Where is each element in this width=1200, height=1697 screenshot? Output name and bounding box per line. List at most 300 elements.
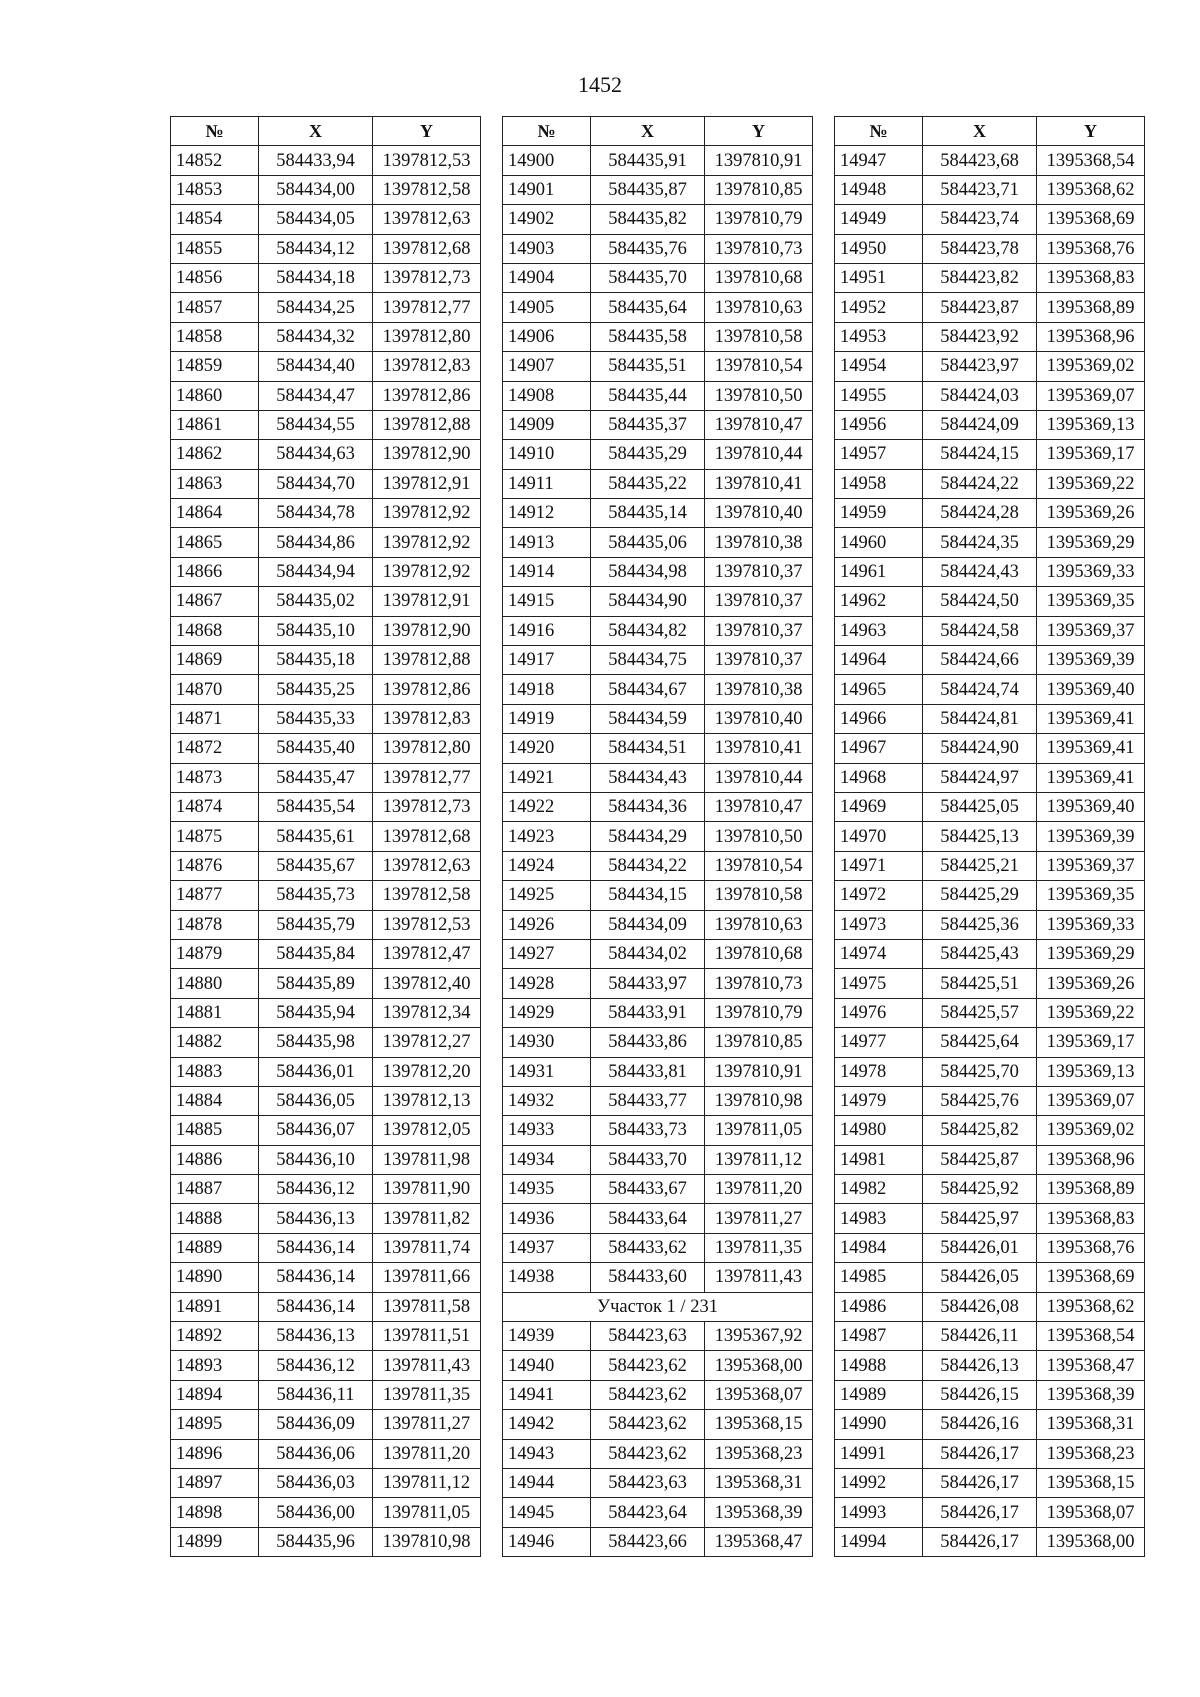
table-row [171,410,481,439]
y-coordinate: 1395368,54 [1037,1322,1145,1351]
x-coordinate: 584436,14 [259,1233,373,1262]
point-number: 14871 [171,704,259,733]
x-coordinate: 584433,94 [259,146,373,175]
point-number: 14875 [171,822,259,851]
y-coordinate: 1395368,23 [1037,1439,1145,1468]
y-coordinate: 1395368,89 [1037,1175,1145,1204]
y-coordinate: 1395368,15 [705,1410,813,1439]
y-coordinate: 1395368,39 [705,1498,813,1527]
y-coordinate: 1395369,26 [1037,969,1145,998]
point-number: 14922 [503,792,591,821]
point-number: 14925 [503,881,591,910]
x-coordinate: 584435,82 [591,205,705,234]
point-number: 14880 [171,969,259,998]
table-row [171,1292,481,1321]
point-number: 14864 [171,499,259,528]
table-row [835,1498,1145,1527]
x-coordinate: 584435,79 [259,910,373,939]
x-coordinate: 584435,37 [591,410,705,439]
y-coordinate: 1397812,73 [373,263,481,292]
point-number: 14991 [835,1439,923,1468]
table-row [171,1527,481,1556]
section-row [503,1292,813,1321]
point-number: 14943 [503,1439,591,1468]
y-coordinate: 1395369,02 [1037,1116,1145,1145]
y-coordinate: 1397810,68 [705,939,813,968]
point-number: 14924 [503,851,591,880]
point-number: 14899 [171,1527,259,1556]
x-coordinate: 584434,22 [591,851,705,880]
x-coordinate: 584425,87 [923,1145,1037,1174]
x-coordinate: 584425,70 [923,1057,1037,1086]
x-coordinate: 584433,77 [591,1086,705,1115]
y-coordinate: 1397810,54 [705,851,813,880]
point-number: 14903 [503,234,591,263]
x-coordinate: 584435,87 [591,175,705,204]
table-row [503,469,813,498]
table-row [171,822,481,851]
table-row [171,939,481,968]
x-coordinate: 584436,11 [259,1380,373,1409]
header-number: № [503,117,591,146]
table-row [171,881,481,910]
y-coordinate: 1397811,58 [373,1292,481,1321]
y-coordinate: 1397810,37 [705,646,813,675]
table-row [835,939,1145,968]
y-coordinate: 1395369,17 [1037,440,1145,469]
y-coordinate: 1397812,92 [373,557,481,586]
point-number: 14862 [171,440,259,469]
x-coordinate: 584425,51 [923,969,1037,998]
y-coordinate: 1397811,05 [705,1116,813,1145]
x-coordinate: 584433,60 [591,1263,705,1292]
point-number: 14881 [171,998,259,1027]
table-row [171,205,481,234]
y-coordinate: 1395369,39 [1037,646,1145,675]
table-row [503,881,813,910]
table-row [835,998,1145,1027]
point-number: 14983 [835,1204,923,1233]
y-coordinate: 1397810,54 [705,352,813,381]
y-coordinate: 1397812,88 [373,410,481,439]
x-coordinate: 584425,82 [923,1116,1037,1145]
header-x: X [259,117,373,146]
x-coordinate: 584434,29 [591,822,705,851]
y-coordinate: 1395369,26 [1037,499,1145,528]
y-coordinate: 1397812,83 [373,352,481,381]
x-coordinate: 584426,11 [923,1322,1037,1351]
table-row [835,1057,1145,1086]
point-number: 14978 [835,1057,923,1086]
table-row [171,322,481,351]
table-row [835,322,1145,351]
y-coordinate: 1397812,63 [373,851,481,880]
y-coordinate: 1397810,73 [705,969,813,998]
x-coordinate: 584435,91 [591,146,705,175]
y-coordinate: 1397812,68 [373,822,481,851]
point-number: 14929 [503,998,591,1027]
point-number: 14939 [503,1322,591,1351]
table-row [503,1175,813,1204]
point-number: 14867 [171,587,259,616]
point-number: 14947 [835,146,923,175]
point-number: 14953 [835,322,923,351]
y-coordinate: 1397811,35 [705,1233,813,1262]
point-number: 14971 [835,851,923,880]
y-coordinate: 1397810,38 [705,675,813,704]
point-number: 14893 [171,1351,259,1380]
y-coordinate: 1397810,44 [705,440,813,469]
point-number: 14973 [835,910,923,939]
point-number: 14938 [503,1263,591,1292]
point-number: 14968 [835,763,923,792]
y-coordinate: 1397810,47 [705,792,813,821]
point-number: 14900 [503,146,591,175]
table-row [171,469,481,498]
point-number: 14956 [835,410,923,439]
x-coordinate: 584426,17 [923,1439,1037,1468]
table-row [171,587,481,616]
point-number: 14905 [503,293,591,322]
section-label: Участок 1 / 231 [503,1292,813,1321]
x-coordinate: 584435,64 [591,293,705,322]
point-number: 14942 [503,1410,591,1439]
y-coordinate: 1397812,63 [373,205,481,234]
table-row [835,440,1145,469]
y-coordinate: 1395368,07 [705,1380,813,1409]
x-coordinate: 584434,43 [591,763,705,792]
x-coordinate: 584435,25 [259,675,373,704]
point-number: 14895 [171,1410,259,1439]
point-number: 14912 [503,499,591,528]
y-coordinate: 1397810,50 [705,381,813,410]
x-coordinate: 584433,64 [591,1204,705,1233]
table-row [171,1233,481,1262]
point-number: 14913 [503,528,591,557]
x-coordinate: 584435,94 [259,998,373,1027]
x-coordinate: 584436,14 [259,1292,373,1321]
point-number: 14962 [835,587,923,616]
y-coordinate: 1397811,74 [373,1233,481,1262]
x-coordinate: 584424,90 [923,734,1037,763]
y-coordinate: 1397812,34 [373,998,481,1027]
table-row [503,616,813,645]
x-coordinate: 584434,02 [591,939,705,968]
table-row [171,1322,481,1351]
point-number: 14928 [503,969,591,998]
x-coordinate: 584436,12 [259,1351,373,1380]
y-coordinate: 1395369,35 [1037,881,1145,910]
y-coordinate: 1397812,13 [373,1086,481,1115]
header-number: № [171,117,259,146]
table-row [171,1175,481,1204]
point-number: 14892 [171,1322,259,1351]
table-row [171,1439,481,1468]
point-number: 14878 [171,910,259,939]
x-coordinate: 584434,09 [591,910,705,939]
y-coordinate: 1395369,22 [1037,469,1145,498]
y-coordinate: 1395368,69 [1037,205,1145,234]
x-coordinate: 584435,18 [259,646,373,675]
y-coordinate: 1397810,58 [705,881,813,910]
y-coordinate: 1397811,12 [705,1145,813,1174]
point-number: 14869 [171,646,259,675]
table-row [503,1086,813,1115]
x-coordinate: 584425,57 [923,998,1037,1027]
point-number: 14888 [171,1204,259,1233]
coordinate-table-2 [502,116,813,1557]
table-row [503,1028,813,1057]
point-number: 14988 [835,1351,923,1380]
header-y: Y [705,117,813,146]
table-row [835,1145,1145,1174]
x-coordinate: 584433,67 [591,1175,705,1204]
y-coordinate: 1397812,83 [373,704,481,733]
table-row [171,234,481,263]
x-coordinate: 584436,14 [259,1263,373,1292]
x-coordinate: 584423,78 [923,234,1037,263]
table-row [835,1175,1145,1204]
table-row [171,557,481,586]
table-row [503,1380,813,1409]
x-coordinate: 584425,97 [923,1204,1037,1233]
y-coordinate: 1397812,92 [373,499,481,528]
x-coordinate: 584434,00 [259,175,373,204]
y-coordinate: 1395368,62 [1037,1292,1145,1321]
point-number: 14896 [171,1439,259,1468]
x-coordinate: 584424,74 [923,675,1037,704]
y-coordinate: 1397812,92 [373,528,481,557]
x-coordinate: 584436,09 [259,1410,373,1439]
x-coordinate: 584435,02 [259,587,373,616]
y-coordinate: 1395369,39 [1037,822,1145,851]
point-number: 14980 [835,1116,923,1145]
x-coordinate: 584423,87 [923,293,1037,322]
point-number: 14857 [171,293,259,322]
y-coordinate: 1395369,29 [1037,528,1145,557]
table-row [503,557,813,586]
table-row [835,352,1145,381]
point-number: 14985 [835,1263,923,1292]
table-row [171,293,481,322]
point-number: 14915 [503,587,591,616]
x-coordinate: 584426,17 [923,1498,1037,1527]
table-row [835,146,1145,175]
point-number: 14944 [503,1468,591,1497]
y-coordinate: 1397810,73 [705,234,813,263]
y-coordinate: 1397811,43 [373,1351,481,1380]
y-coordinate: 1397810,58 [705,322,813,351]
y-coordinate: 1397812,88 [373,646,481,675]
y-coordinate: 1395369,40 [1037,675,1145,704]
y-coordinate: 1395369,13 [1037,1057,1145,1086]
y-coordinate: 1397810,41 [705,469,813,498]
y-coordinate: 1397810,50 [705,822,813,851]
table-row [503,587,813,616]
y-coordinate: 1397810,98 [373,1527,481,1556]
y-coordinate: 1395368,76 [1037,1233,1145,1262]
x-coordinate: 584434,40 [259,352,373,381]
point-number: 14955 [835,381,923,410]
y-coordinate: 1395368,07 [1037,1498,1145,1527]
header-number: № [835,117,923,146]
x-coordinate: 584424,81 [923,704,1037,733]
x-coordinate: 584433,73 [591,1116,705,1145]
table-row [503,234,813,263]
y-coordinate: 1397810,91 [705,1057,813,1086]
x-coordinate: 584423,62 [591,1439,705,1468]
table-row [503,1057,813,1086]
point-number: 14972 [835,881,923,910]
x-coordinate: 584424,03 [923,381,1037,410]
y-coordinate: 1395368,47 [1037,1351,1145,1380]
table-row [503,910,813,939]
table-row [835,704,1145,733]
table-row [835,175,1145,204]
y-coordinate: 1397812,80 [373,322,481,351]
point-number: 14855 [171,234,259,263]
table-row [835,851,1145,880]
x-coordinate: 584425,29 [923,881,1037,910]
table-row [171,1351,481,1380]
table-row [835,410,1145,439]
table-row [503,322,813,351]
x-coordinate: 584435,73 [259,881,373,910]
point-number: 14964 [835,646,923,675]
y-coordinate: 1397812,91 [373,469,481,498]
y-coordinate: 1397811,12 [373,1468,481,1497]
point-number: 14981 [835,1145,923,1174]
x-coordinate: 584435,61 [259,822,373,851]
point-number: 14859 [171,352,259,381]
point-number: 14967 [835,734,923,763]
point-number: 14879 [171,939,259,968]
point-number: 14886 [171,1145,259,1174]
point-number: 14911 [503,469,591,498]
table-row [171,910,481,939]
x-coordinate: 584434,78 [259,499,373,528]
point-number: 14933 [503,1116,591,1145]
y-coordinate: 1397810,37 [705,616,813,645]
y-coordinate: 1395369,22 [1037,998,1145,1027]
y-coordinate: 1397812,77 [373,763,481,792]
table-row [835,528,1145,557]
x-coordinate: 584424,66 [923,646,1037,675]
point-number: 14941 [503,1380,591,1409]
x-coordinate: 584434,51 [591,734,705,763]
point-number: 14949 [835,205,923,234]
point-number: 14914 [503,557,591,586]
table-row [171,998,481,1027]
table-row [835,469,1145,498]
x-coordinate: 584423,74 [923,205,1037,234]
point-number: 14975 [835,969,923,998]
x-coordinate: 584435,10 [259,616,373,645]
point-number: 14984 [835,1233,923,1262]
point-number: 14923 [503,822,591,851]
point-number: 14954 [835,352,923,381]
y-coordinate: 1397810,47 [705,410,813,439]
x-coordinate: 584434,75 [591,646,705,675]
point-number: 14897 [171,1468,259,1497]
table-row [503,146,813,175]
y-coordinate: 1395368,89 [1037,293,1145,322]
point-number: 14965 [835,675,923,704]
point-number: 14852 [171,146,259,175]
y-coordinate: 1397811,90 [373,1175,481,1204]
point-number: 14935 [503,1175,591,1204]
point-number: 14882 [171,1028,259,1057]
table-row [503,440,813,469]
y-coordinate: 1397812,53 [373,910,481,939]
x-coordinate: 584435,44 [591,381,705,410]
x-coordinate: 584425,92 [923,1175,1037,1204]
y-coordinate: 1395368,31 [1037,1410,1145,1439]
x-coordinate: 584435,58 [591,322,705,351]
table-row [171,440,481,469]
y-coordinate: 1397812,68 [373,234,481,263]
y-coordinate: 1395368,76 [1037,234,1145,263]
table-row [835,499,1145,528]
point-number: 14901 [503,175,591,204]
table-row [171,734,481,763]
x-coordinate: 584435,67 [259,851,373,880]
table-row [835,381,1145,410]
y-coordinate: 1397811,05 [373,1498,481,1527]
point-number: 14979 [835,1086,923,1115]
table-row [503,734,813,763]
x-coordinate: 584435,98 [259,1028,373,1057]
table-row [503,969,813,998]
table-row [503,851,813,880]
y-coordinate: 1395369,41 [1037,763,1145,792]
table-row [835,1380,1145,1409]
x-coordinate: 584435,40 [259,734,373,763]
point-number: 14877 [171,881,259,910]
x-coordinate: 584435,96 [259,1527,373,1556]
x-coordinate: 584435,54 [259,792,373,821]
y-coordinate: 1395368,23 [705,1439,813,1468]
x-coordinate: 584434,05 [259,205,373,234]
y-coordinate: 1395368,83 [1037,263,1145,292]
point-number: 14883 [171,1057,259,1086]
x-coordinate: 584436,05 [259,1086,373,1115]
table-row [171,1380,481,1409]
x-coordinate: 584434,36 [591,792,705,821]
point-number: 14894 [171,1380,259,1409]
y-coordinate: 1397812,91 [373,587,481,616]
x-coordinate: 584423,63 [591,1468,705,1497]
y-coordinate: 1397812,27 [373,1028,481,1057]
x-coordinate: 584434,55 [259,410,373,439]
y-coordinate: 1397811,27 [705,1204,813,1233]
y-coordinate: 1395368,69 [1037,1263,1145,1292]
table-row [503,763,813,792]
table-row [503,1468,813,1497]
header-x: X [591,117,705,146]
header-y: Y [373,117,481,146]
point-number: 14957 [835,440,923,469]
x-coordinate: 584434,15 [591,881,705,910]
y-coordinate: 1395369,13 [1037,410,1145,439]
table-row [171,1204,481,1233]
table-row [835,616,1145,645]
x-coordinate: 584424,09 [923,410,1037,439]
x-coordinate: 584434,25 [259,293,373,322]
point-number: 14921 [503,763,591,792]
point-number: 14986 [835,1292,923,1321]
x-coordinate: 584423,71 [923,175,1037,204]
